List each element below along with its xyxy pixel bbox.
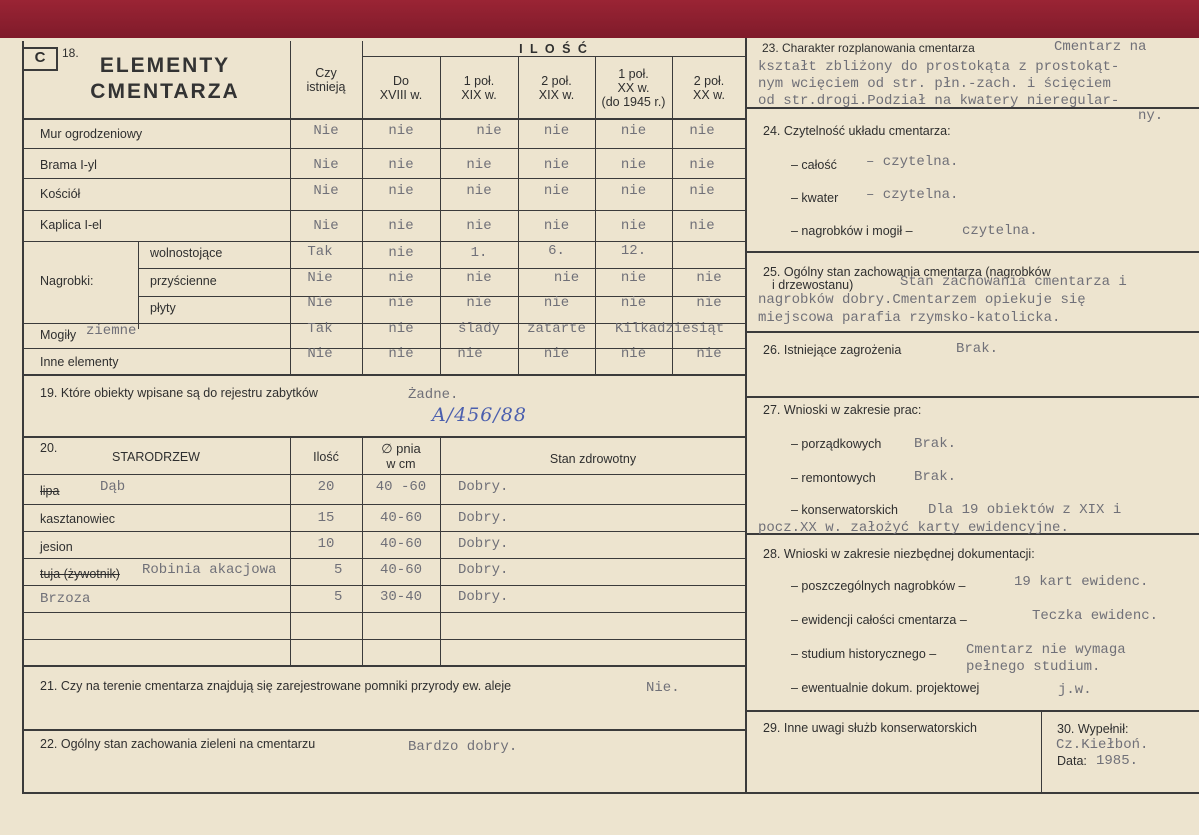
s20-header-stan: Stan zdrowotny [549, 452, 637, 466]
row-label-mur: Mur ogrodzeniowy [40, 127, 143, 141]
period-header: 1 poł. [618, 67, 649, 81]
row-line [22, 558, 746, 559]
row-label-kosciol: Kościół [40, 187, 81, 201]
s30-label: 30. Wypełnił: [1057, 722, 1129, 736]
center-divider [745, 38, 747, 793]
cell: nie [620, 218, 647, 234]
s27-label: 27. Wnioski w zakresie prac: [763, 403, 922, 417]
s20-printed-species: tuja (żywotnik) [40, 567, 120, 581]
nagrobki-sub-label: wolnostojące [150, 246, 223, 260]
row-line [22, 241, 746, 242]
row-line [746, 710, 1199, 712]
s20-printed-species: kasztanowiec [40, 512, 116, 526]
s21-answer: Nie. [646, 680, 680, 696]
s20-state: Dobry. [458, 562, 509, 578]
s27-item-label: – porządkowych [791, 437, 882, 451]
s23-text: ny. [1138, 108, 1164, 124]
row-line [746, 251, 1199, 253]
cell: nie [689, 123, 715, 139]
s29-s30-divider [1041, 711, 1042, 793]
cell: Nie [313, 123, 339, 139]
period-header: XVIII w. [379, 88, 423, 102]
s20-diameter: 30-40 [379, 589, 422, 605]
cell: Nie [313, 183, 339, 199]
cell: 12. [620, 243, 647, 259]
cell: nie [689, 183, 715, 199]
cell: nie [543, 157, 570, 173]
row-line [22, 504, 746, 505]
inne-label: Inne elementy [40, 355, 119, 369]
cell: nie [466, 218, 492, 234]
cell: zatarte [527, 321, 586, 337]
s20-diameter: 40-60 [379, 562, 422, 578]
section-number: 18. [62, 46, 79, 60]
s27-item-answer: Dla 19 obiektów z XIX i [928, 502, 1122, 518]
cell: nie [388, 321, 414, 337]
s19-bottom-line [22, 436, 746, 438]
title-line2: CMENTARZA [90, 80, 240, 103]
cell: nie [457, 346, 483, 362]
cell: nie [388, 218, 414, 234]
row-line [22, 148, 746, 149]
s28-item-answer: Cmentarz nie wymaga [966, 642, 1126, 658]
cell: nie [620, 295, 647, 311]
s20-qty: 10 [317, 536, 335, 552]
cell: Nie [307, 346, 333, 362]
s20-state: Dobry. [458, 589, 509, 605]
cell: nie [466, 270, 492, 286]
cell: nie [543, 295, 570, 311]
s24-item-label: – całość [791, 158, 837, 172]
s25-text: nagrobków dobry.Cmentarzem opiekuje się [758, 292, 1086, 308]
period-header: Do [393, 74, 409, 88]
bottom-line [22, 792, 747, 794]
s25-text: miejscowa parafia rzymsko-katolicka. [758, 310, 1061, 326]
s20-header-ilosc: Ilość [313, 450, 339, 464]
s20-number: 20. [40, 441, 58, 455]
s20-qty: 5 [334, 589, 343, 605]
nagrobki-sub-label: płyty [150, 301, 176, 315]
s27-item-label: – remontowych [791, 471, 876, 485]
cell: nie [696, 346, 722, 362]
czy-istnieja-header-line2: istnieją [306, 80, 346, 94]
row-line [22, 585, 746, 586]
row-line [22, 665, 746, 667]
cell: nie [543, 346, 570, 362]
s24-item-label: – kwater [791, 191, 839, 205]
cell: nie [466, 183, 492, 199]
s30-date: 1985. [1096, 753, 1139, 769]
s23-text: nym wcięciem od str. płn.-zach. i ścięciem [758, 76, 1111, 92]
cell: nie [696, 270, 722, 286]
cell: ślady [457, 321, 500, 337]
cell: Kilkadziesiąt [615, 321, 725, 337]
cell: nie [388, 245, 414, 261]
period-header: XIX w. [461, 88, 497, 102]
s20-diameter: 40-60 [379, 536, 422, 552]
s28-item-answer: 19 kart ewidenc. [1014, 574, 1149, 590]
bottom-line-right [746, 792, 1199, 794]
cemetery-record-card [0, 38, 1199, 835]
cell: nie [620, 183, 647, 199]
nagrobki-sub-label: przyścienne [150, 274, 217, 288]
row-label-kaplica: Kaplica I-el [40, 218, 102, 232]
row-line [746, 396, 1199, 398]
period-header: XIX w. [538, 88, 575, 102]
s19-handwritten-register-number: A/456/88 [432, 404, 527, 426]
s20-header-diameter: ∅ pnia [381, 441, 421, 456]
cell: nie [689, 157, 715, 173]
s27-extra: pocz.XX w. założyć karty ewidencyjne. [758, 520, 1069, 536]
s26-label: 26. Istniejące zagrożenia [763, 343, 902, 357]
mogily-typed: ziemne [86, 323, 137, 339]
cell: nie [388, 123, 414, 139]
s30-name: Cz.Kiełboń. [1056, 737, 1149, 753]
s24-item-answer: – czytelna. [866, 187, 959, 203]
period-header: 2 poł. [693, 74, 725, 88]
czy-istnieja-header-line1: Czy [315, 66, 337, 80]
s20-diameter: 40-60 [379, 510, 422, 526]
cell: nie [620, 123, 647, 139]
period-header: XX w. [693, 88, 725, 102]
ilosc-header: I L O Ś Ć [519, 42, 589, 56]
section-code: C [34, 49, 46, 66]
s28-item-label: – ewentualnie dokum. projektowej [791, 681, 980, 695]
col-line [440, 436, 441, 666]
s20-printed-species: lipa [40, 484, 60, 498]
period-header: (do 1945 r.) [601, 95, 666, 109]
cell: 1. [470, 245, 488, 261]
cell: Nie [307, 295, 333, 311]
s21-label: 21. Czy na terenie cmentarza znajdują się zarejestrowane pomniki przyrody ew. aleje [40, 679, 512, 693]
cell: 6. [548, 243, 565, 259]
ilosc-underline [362, 56, 746, 57]
s23-text: Cmentarz na [1054, 39, 1147, 55]
period-header: XX w. [617, 81, 650, 95]
row-line [22, 639, 746, 640]
s23-text: od str.drogi.Podział na kwatery nieregular- [758, 93, 1120, 109]
mogily-label: Mogiły [40, 328, 77, 342]
period-header: 2 poł. [541, 74, 572, 88]
s22-answer: Bardzo dobry. [408, 739, 518, 755]
s29-label: 29. Inne uwagi służb konserwatorskich [763, 721, 978, 735]
s24-item-answer: – czytelna. [866, 154, 959, 170]
s23-label: 23. Charakter rozplanowania cmentarza [762, 41, 975, 55]
s28-extra: pełnego studium. [966, 659, 1101, 675]
s28-item-label: – studium historycznego – [791, 647, 937, 661]
row-line [746, 331, 1199, 333]
row-line [22, 374, 746, 376]
row-label-brama: Brama I-yl [40, 158, 97, 172]
s20-printed-species: jesion [40, 540, 73, 554]
s24-item-label: – nagrobków i mogił – [791, 224, 913, 238]
cell: nie [543, 218, 570, 234]
cell: nie [620, 346, 647, 362]
s24-item-answer: czytelna. [962, 223, 1038, 239]
cell: nie [466, 295, 492, 311]
folder-binding [0, 0, 1199, 40]
s30-date-label: Data: [1057, 754, 1087, 768]
s20-header-diameter-unit: w cm [386, 457, 416, 471]
cell: Nie [307, 270, 333, 286]
s26-answer: Brak. [956, 341, 999, 357]
nagrobki-label: Nagrobki: [40, 274, 94, 288]
cell: Nie [313, 157, 339, 173]
header-bottom-line [22, 118, 746, 120]
s20-typed-species: Brzoza [40, 591, 91, 607]
section-code-box [22, 47, 58, 71]
s20-qty: 5 [334, 562, 343, 578]
s24-label: 24. Czytelność układu cmentarza: [763, 124, 951, 138]
s28-item-label: – ewidencji całości cmentarza – [791, 613, 967, 627]
s20-state: Dobry. [458, 479, 509, 495]
cell: Nie [313, 218, 339, 234]
s25-text: Stan zachowania cmentarza i [900, 274, 1127, 290]
row-line [22, 178, 746, 179]
s20-state: Dobry. [458, 536, 509, 552]
s20-state: Dobry. [458, 510, 509, 526]
nagrobki-split-line [138, 241, 139, 329]
s25-label: 25. Ogólny stan zachowania cmentarza (nagrobków [763, 265, 1051, 279]
left-border [22, 41, 24, 793]
cell: nie [696, 295, 722, 311]
title-line1: ELEMENTY [99, 54, 231, 77]
s20-diameter: 40 -60 [375, 479, 427, 495]
cell: Tak [307, 244, 333, 260]
s22-label: 22. Ogólny stan zachowania zieleni na cmentarzu [40, 737, 316, 751]
cell: nie [476, 123, 502, 139]
s23-text: kształt zbliżony do prostokąta z prostokąt- [758, 59, 1120, 75]
s21-bottom-line [22, 729, 746, 731]
cell: nie [388, 183, 414, 199]
cell: nie [388, 346, 414, 362]
row-line [138, 268, 746, 269]
s20-typed-species: Robinia akacjowa [142, 562, 277, 578]
s19-label: 19. Które obiekty wpisane są do rejestru zabytków [40, 386, 318, 400]
s20-qty: 20 [317, 479, 335, 495]
cell: nie [466, 157, 492, 173]
cell: nie [543, 123, 570, 139]
row-line [22, 531, 746, 532]
s20-typed-species: Dąb [100, 479, 126, 495]
cell: nie [388, 270, 414, 286]
row-line [22, 612, 746, 613]
s27-item-label: – konserwatorskich [791, 503, 898, 517]
row-line [22, 474, 746, 475]
row-line [22, 210, 746, 211]
s25-label-cont: i drzewostanu) [772, 278, 854, 292]
cell: Tak [307, 321, 333, 337]
s20-header-starodrzew: STARODRZEW [112, 450, 200, 464]
cell: nie [388, 295, 414, 311]
s20-qty: 15 [317, 510, 335, 526]
cell: nie [388, 157, 414, 173]
s19-answer: Żadne. [408, 387, 459, 403]
cell: nie [689, 218, 715, 234]
period-header: 1 poł. [463, 74, 495, 88]
s28-item-answer: j.w. [1058, 682, 1092, 698]
cell: nie [553, 270, 580, 286]
cell: nie [620, 270, 647, 286]
s27-item-answer: Brak. [914, 469, 957, 485]
s28-item-label: – poszczególnych nagrobków – [791, 579, 966, 593]
s28-label: 28. Wnioski w zakresie niezbędnej dokumentacji: [763, 547, 1035, 561]
cell: nie [620, 157, 647, 173]
s28-item-answer: Teczka ewidenc. [1032, 608, 1159, 624]
s27-item-answer: Brak. [914, 436, 957, 452]
cell: nie [543, 183, 570, 199]
